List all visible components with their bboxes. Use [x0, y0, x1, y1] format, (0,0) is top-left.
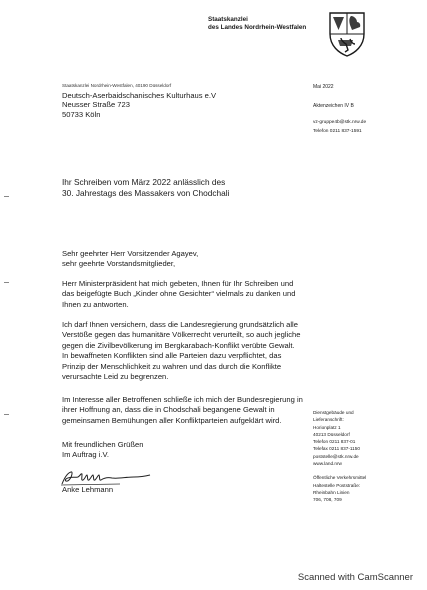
salutation-line-2: sehr geehrte Vorstandsmitglieder,	[62, 259, 176, 269]
sender-name: Staatskanzlei	[208, 16, 248, 23]
sidebar-line: www.land.nrw	[313, 461, 342, 467]
paragraph-line: Prinzip der Menschlichkeit zu wahren und das durch die Konflikte	[62, 361, 282, 371]
paragraph-line: ihrer Hoffnung an, dass die in Chodschali begangene Gewalt in	[62, 405, 275, 415]
paragraph-line: Herr Ministerpräsident hat mich gebeten, Ihnen für Ihr Schreiben und	[62, 279, 294, 288]
return-address-line: Staatskanzlei Nordrhein-Westfalen, 40190 Düsseldorf	[62, 83, 172, 88]
punch-mark	[4, 282, 9, 283]
closing-line-1: Mit freundlichen Grüßen	[62, 440, 144, 449]
signer-name: Anke Lehmann	[62, 485, 114, 494]
scanner-watermark: Scanned with CamScanner	[297, 572, 413, 583]
closing	[62, 440, 143, 461]
subject-line-2: 30. Jahrestags des Massakers von Chodchali	[62, 187, 230, 198]
paragraph-hope	[62, 395, 303, 426]
closing-line-2: Im Auftrag i.V.	[62, 450, 109, 460]
contact-phone: Telefon 0211 837-1591	[313, 129, 362, 134]
sidebar-line: poststelle@stk.nrw.de	[313, 453, 359, 459]
recipient-name: Deutsch-Aserbaidschanisches Kulturhaus e.V	[62, 91, 217, 100]
nrw-coat-of-arms-icon	[327, 10, 367, 58]
recipient-address	[62, 91, 216, 119]
paragraph-thanks	[62, 279, 295, 310]
sender-subtitle: des Landes Nordrhein-Westfalen	[208, 24, 307, 31]
sidebar-line: Öffentliche Verkehrsmittel	[313, 475, 367, 481]
salutation-line-1: Sehr geehrter Herr Vorsitzender Agayev,	[62, 249, 199, 258]
address-sidebar	[313, 409, 366, 504]
sidebar-line: 706, 708, 709	[313, 497, 342, 503]
paragraph-line: verursachte Leid zu begrenzen.	[62, 372, 169, 382]
sidebar-line: Haltestelle Poststraße:	[313, 482, 361, 488]
fold-mark-bottom	[4, 414, 9, 415]
sidebar-line: Telefax 0211 837-1150	[313, 446, 360, 452]
sidebar-line: Rheinbahn Linien	[313, 489, 350, 495]
sidebar-line: Dienstgebäude und	[313, 410, 354, 415]
contact-email: vz-gruppe4b@stk.nrw.de	[313, 120, 367, 125]
paragraph-line: das beigefügte Buch „Kinder ohne Gesichter“ vielmals zu danken und	[62, 289, 296, 299]
sidebar-line: Horionplatz 1	[313, 424, 341, 430]
sidebar-line: Lieferanschrift:	[313, 417, 344, 423]
paragraph-line: In bewaffneten Konflikten sind alle Parteien dazu verpflichtet, das	[62, 351, 282, 361]
paragraph-line: gemeinsamen Bemühungen aller Konfliktparteien aufgeklärt wird.	[62, 415, 282, 425]
letter-date: Mai 2022	[313, 84, 334, 90]
salutation	[62, 249, 198, 270]
sidebar-line: Telefon 0211 837-01	[313, 439, 356, 445]
subject-line	[62, 177, 229, 198]
recipient-street: Neusser Straße 723	[62, 100, 130, 110]
fold-mark-top	[4, 196, 9, 197]
paragraph-line: Ihnen zu antworten.	[62, 299, 129, 309]
reference-number: Aktenzeichen IV B	[313, 103, 354, 109]
paragraph-line: Verstöße gegen das humanitäre Völkerrecht verurteilt, so auch jegliche	[62, 330, 301, 340]
sidebar-line: 40213 Düsseldorf	[313, 431, 350, 437]
paragraph-line: gegen die Zivilbevölkerung im Bergkarabach-Konflikt verübte Gewalt.	[62, 340, 295, 350]
paragraph-assurance	[62, 320, 301, 382]
paragraph-line: Ich darf Ihnen versichern, dass die Landesregierung grundsätzlich alle	[62, 320, 298, 329]
paragraph-line: Im Interesse aller Betroffenen schließe ich mich der Bundesregierung in	[62, 395, 303, 404]
subject-line-1: Ihr Schreiben vom März 2022 anlässlich des	[62, 177, 226, 187]
recipient-city: 50733 Köln	[62, 109, 101, 119]
